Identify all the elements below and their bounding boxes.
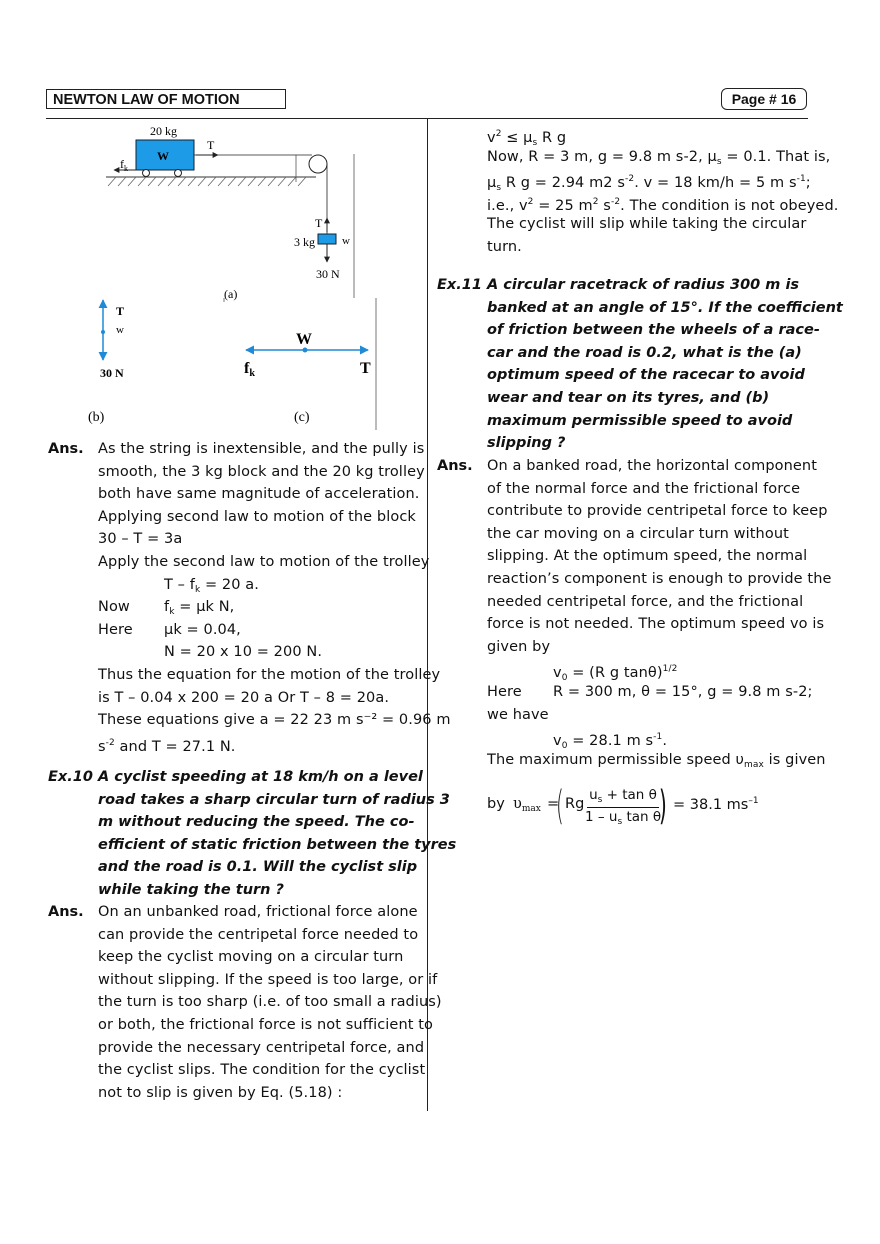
ex10-line: while taking the turn ? xyxy=(98,881,284,898)
hanging-block xyxy=(318,234,336,244)
condition-line: $v^2 \le \mu_s$ R g xyxy=(487,129,567,148)
ex11-line: wear and tear on its tyres, and (b) xyxy=(487,389,770,406)
answer-2-line: not to slip is given by Eq. (5.18) : xyxy=(98,1084,343,1101)
answer-1-line: Applying second law to motion of the block xyxy=(98,508,416,525)
trolley-pulley-figure xyxy=(46,120,426,432)
vmax-formula xyxy=(487,784,809,832)
cyclist-slip-line: turn. xyxy=(487,238,522,255)
ex10-line: m without reducing the speed. The co- xyxy=(98,814,415,831)
ex11-question xyxy=(487,274,843,455)
answer-3 xyxy=(487,455,832,771)
answer-3-line: slipping. At the optimum speed, the normal xyxy=(487,548,808,565)
thus-line: is T – 0.04 x 200 = 20 a Or T – 8 = 20a. xyxy=(98,689,390,706)
trolley-w-label: W xyxy=(157,149,169,163)
tension-label-block: T xyxy=(315,216,323,230)
tension-label-a: T xyxy=(207,138,215,152)
answer-3-line: given by xyxy=(487,638,551,655)
w-label-c: W xyxy=(296,331,312,348)
equation-trolley: $T - f_k = 20$ a. xyxy=(164,576,259,595)
apply-trolley-line: Apply the second law to motion of the trolley xyxy=(98,553,430,570)
equation-block: 30 – T = 3a xyxy=(98,531,183,548)
answer-2 xyxy=(98,901,442,1104)
point-b xyxy=(101,330,105,334)
ex11-line: slipping ? xyxy=(487,435,566,452)
answer-2-line: keep the cyclist moving on a circular turn xyxy=(98,949,404,966)
weight-label-b: 30 N xyxy=(100,366,124,380)
weight-label-a: 30 N xyxy=(316,267,340,281)
result-line: $s^{-2}$ and T = 27.1 N. xyxy=(98,737,236,755)
equation-normal: N = 20 x 10 = 200 N. xyxy=(164,644,323,661)
tension-label-c: T xyxy=(360,360,371,377)
v0-result: $v_0 = 28.1$ m $s^{-1}$. xyxy=(553,732,668,752)
ex11-line: banked at an angle of 15°. If the coefficient xyxy=(487,299,843,316)
equation-here: Here μk = 0.04, xyxy=(98,621,241,638)
rg-term: Rg xyxy=(565,796,585,812)
vmax-symbol: $\upsilon_{max}$ xyxy=(513,796,541,814)
ex10-line: road takes a sharp circular turn of radius 3 xyxy=(98,791,450,808)
by-label: by xyxy=(487,796,505,812)
ex10-line: A cyclist speeding at 18 km/h on a level xyxy=(98,769,423,785)
fraction-denominator: $1 - u_s$ tan θ xyxy=(585,809,662,827)
ans-label-3: Ans. xyxy=(437,458,473,474)
answer-2-line: the cyclist slips. The condition for the cyclist xyxy=(98,1062,426,1079)
block-mass-label: 3 kg xyxy=(294,235,315,249)
ie-line: i.e., $v^2 = 25$ $m^2$ $s^{-2}$. The condition is not obeyed. xyxy=(487,196,839,214)
ex11-line: of friction between the wheels of a race- xyxy=(487,322,820,339)
friction-label-a: $f_k$ xyxy=(120,157,128,173)
vmax-result: = 38.1 $ms^{-1}$ xyxy=(673,796,759,813)
fraction-bar xyxy=(587,807,659,808)
ex10-line: and the road is 0.1. Will the cyclist slip xyxy=(98,859,418,876)
ex10-line: efficient of static friction between the tyres xyxy=(98,836,457,853)
left-paren: ( xyxy=(556,783,564,829)
answer-1-line: As the string is inextensible, and the pully is xyxy=(98,441,425,457)
answer-3-line: force is not needed. The optimum speed vo is xyxy=(487,616,825,633)
pulley xyxy=(309,155,327,173)
answer-3-line: contribute to provide centripetal force to keep xyxy=(487,503,828,520)
mu-line: $\mu_s$ R g = 2.94 m2 $s^{-2}$. v = 18 km/h = 5 m $s^{-1}$; xyxy=(487,174,811,194)
wheel-left xyxy=(143,170,150,177)
answer-3-line: needed centripetal force, and the frictional xyxy=(487,593,804,610)
ex11-line: car and the road is 0.2, what is the (a) xyxy=(487,344,802,361)
we-have-line: we have xyxy=(487,706,549,723)
ex11-line: optimum speed of the racecar to avoid xyxy=(487,367,805,384)
answer-3-line: On a banked road, the horizontal component xyxy=(487,458,817,474)
answer-1-line: smooth, the 3 kg block and the 20 kg trolley xyxy=(98,463,425,480)
trolley-mass-label: 20 kg xyxy=(150,124,177,138)
answer-3-line: reaction’s component is enough to provide the xyxy=(487,570,832,587)
friction-label-c: fk xyxy=(244,360,255,379)
v0-formula: $v_0 = (R$ g tanθ)$^{1/2}$ xyxy=(553,664,678,684)
ans-label-2: Ans. xyxy=(48,904,84,920)
caption-c: (c) xyxy=(294,410,310,425)
ans-label-1: Ans. xyxy=(48,441,84,457)
block-w-label: w xyxy=(342,235,350,247)
answer-3-line: of the normal force and the frictional force xyxy=(487,480,801,497)
point-c xyxy=(303,348,308,353)
formula-equals: = xyxy=(547,796,560,812)
answer-3-line: the car moving on a circular turn without xyxy=(487,525,789,542)
tension-label-b: T xyxy=(116,304,125,318)
fraction-numerator: $u_s + \tan \theta$ xyxy=(589,787,657,805)
answer-2-line: without slipping. If the speed is too large, or if xyxy=(98,971,438,988)
wheel-right xyxy=(175,170,182,177)
ex10-label: Ex.10 xyxy=(48,769,93,785)
caption-b: (b) xyxy=(88,410,105,425)
column-divider xyxy=(427,118,428,1111)
answer-2-line: or both, the frictional force is not sufficient to xyxy=(98,1016,433,1033)
w-label-b: w xyxy=(116,324,124,336)
answer-1 xyxy=(98,438,451,755)
ex11-label: Ex.11 xyxy=(437,277,482,293)
max-speed-line: The maximum permissible speed $\upsilon_{max}$ is given xyxy=(487,751,826,770)
ex10-question xyxy=(98,766,457,902)
equation-now: Now $f_k = \mu k$ N, xyxy=(98,599,235,618)
answer-2-line: the turn is too sharp (i.e. of too small a radius) xyxy=(98,994,442,1011)
cyclist-slip-line: The cyclist will slip while taking the circular xyxy=(487,216,807,233)
answer-1-line: both have same magnitude of acceleration. xyxy=(98,486,420,503)
thus-line: These equations give a = 22 23 m s⁻² = 0.96 m xyxy=(98,712,451,729)
page-number: Page # 16 xyxy=(721,88,807,110)
thus-line: Thus the equation for the motion of the trolley xyxy=(98,666,441,683)
answer-2-line: On an unbanked road, frictional force alone xyxy=(98,904,418,920)
ex11-line: maximum permissible speed to avoid xyxy=(487,412,793,429)
right-paren: ) xyxy=(659,783,667,829)
ex11-line: A circular racetrack of radius 300 m is xyxy=(487,277,800,293)
chapter-title: NEWTON LAW OF MOTION xyxy=(46,89,286,109)
answer-2-line: can provide the centripetal force needed to xyxy=(98,926,419,943)
cyclist-condition xyxy=(487,123,839,259)
answer-2-line: provide the necessary centripetal force, and xyxy=(98,1039,425,1056)
caption-a: (a) xyxy=(224,287,238,301)
now-line: Now, R = 3 m, g = 9.8 m s-2, $\mu_s = 0.1$. That is, xyxy=(487,148,831,167)
here-values: Here R = 300 m, θ = 15°, g = 9.8 m s-2; xyxy=(487,683,813,700)
ground-hatch xyxy=(108,177,306,186)
